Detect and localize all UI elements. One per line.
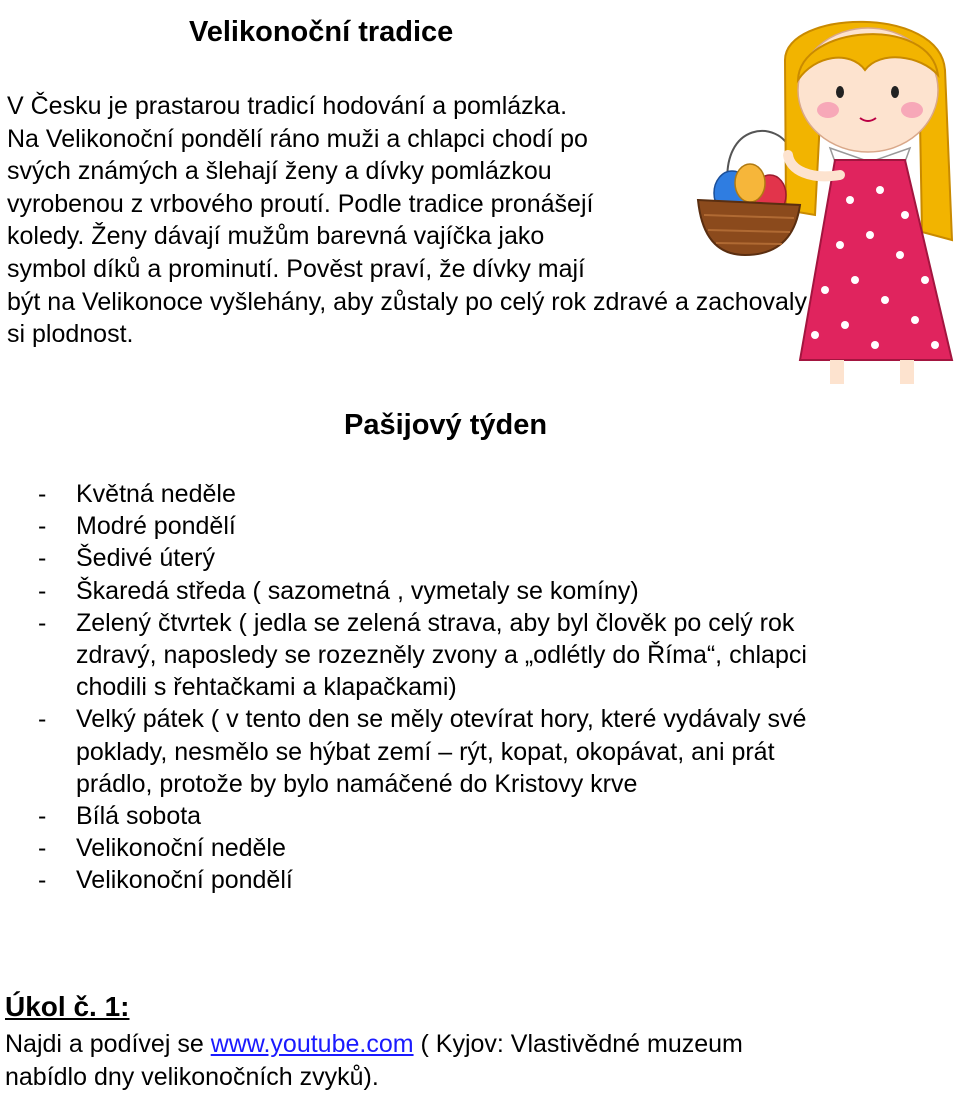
intro-line: Na Velikonoční pondělí ráno muži a chlapci chodí po (7, 124, 588, 153)
task-text-after-link: ( Kyjov: Vlastivědné muzeum (413, 1030, 743, 1058)
intro-line: V Česku je prastarou tradicí hodování a pomlázka. (7, 92, 568, 120)
list-dash: - (38, 834, 47, 863)
youtube-link[interactable]: www.youtube.com (210, 1030, 414, 1058)
section-title: Pašijový týden (344, 409, 548, 441)
list-item (38, 703, 938, 800)
list-dash: - (38, 480, 47, 508)
list-item (38, 832, 938, 864)
list-item-text: poklady, nesmělo se hýbat zemí – rýt, kopat, okopávat, ani prát (76, 737, 775, 766)
holy-week-list (38, 478, 938, 897)
list-item-text: Velikonoční pondělí (76, 866, 293, 895)
list-item-text: Šedivé úterý (76, 544, 215, 573)
task-text-before-link: Najdi a podívej se (5, 1030, 211, 1058)
list-item (38, 542, 938, 574)
task-line (5, 1028, 935, 1061)
list-dash: - (38, 705, 47, 734)
task-heading: Úkol č. 1: (5, 991, 130, 1022)
list-item-text: Velký pátek ( v tento den se měly otevírat hory, které vydávaly své (76, 705, 807, 734)
list-item-text: Květná neděle (76, 480, 236, 508)
list-dash: - (38, 512, 47, 541)
list-item (38, 510, 938, 542)
list-dash: - (38, 544, 47, 573)
list-item-text: zdravý, naposledy se rozezněly zvony a „odlétly do Říma“, chlapci (76, 641, 807, 670)
list-item-text: Škaredá středa ( sazometná , vymetaly se komíny) (76, 576, 639, 605)
intro-line: být na Velikonoce vyšlehány, aby zůstaly po celý rok zdravé a zachovaly (7, 287, 807, 316)
intro-line: koledy. Ženy dávají mužům barevná vajíčka jako (7, 222, 545, 251)
intro-line: si plodnost. (7, 320, 134, 349)
list-item-text: chodili s řehtačkami a klapačkami) (76, 673, 457, 702)
list-item-text: Bílá sobota (76, 802, 202, 831)
page-title: Velikonoční tradice (189, 16, 454, 48)
intro-line: svých známých a šlehají ženy a dívky pomlázkou (7, 157, 552, 186)
list-item (38, 864, 938, 896)
intro-line: vyrobenou z vrbového proutí. Podle tradice pronášejí (7, 189, 594, 218)
list-item-text: prádlo, protože by bylo namáčené do Kristovy krve (76, 769, 638, 798)
girl-with-easter-basket-illustration (690, 0, 960, 390)
list-item-text: Zelený čtvrtek ( jedla se zelená strava, aby byl člověk po celý rok (76, 608, 795, 637)
list-dash: - (38, 576, 47, 605)
list-item-text: Velikonoční neděle (76, 834, 286, 863)
list-dash: - (38, 866, 47, 895)
task-paragraph (5, 1028, 935, 1093)
list-item (38, 575, 938, 607)
list-item-text: Modré pondělí (76, 512, 236, 541)
list-dash: - (38, 608, 47, 637)
list-item (38, 800, 938, 832)
list-item (38, 478, 938, 510)
task-line-2: nabídlo dny velikonočních zvyků). (5, 1062, 379, 1091)
list-dash: - (38, 802, 47, 831)
list-item (38, 607, 938, 704)
intro-line: symbol díků a prominutí. Pověst praví, že dívky mají (7, 254, 586, 283)
